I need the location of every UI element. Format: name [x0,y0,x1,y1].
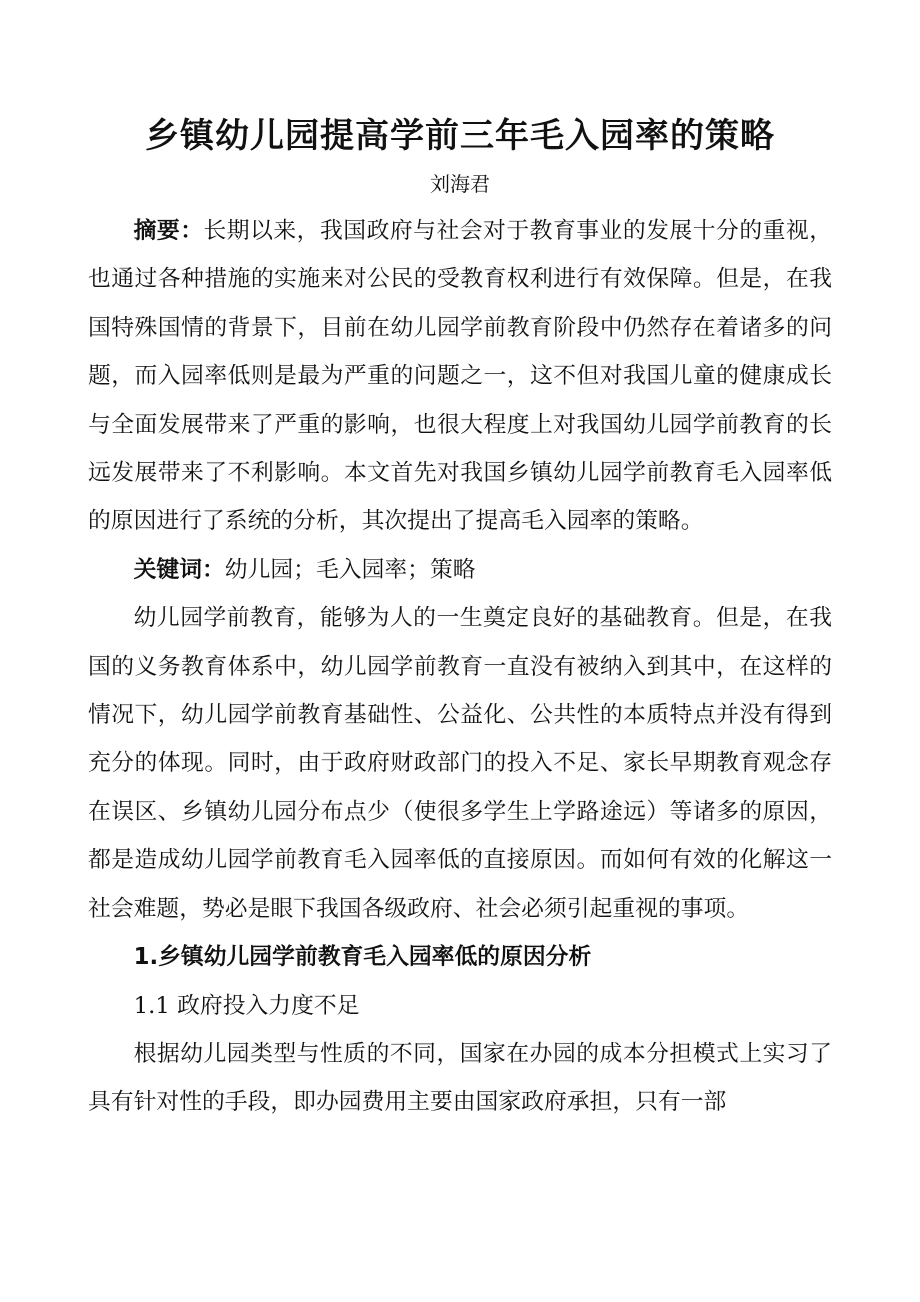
keywords-paragraph [88,546,832,594]
document-body [88,207,832,1127]
keywords-label: 关键词： [133,556,225,583]
author-name: 刘海君 [430,172,490,196]
abstract-text: 长期以来，我国政府与社会对于教育事业的发展十分的重视，也通过各种措施的实施来对公民的受教育权利进行有效保障。但是，在我国特殊国情的背景下，目前在幼儿园学前教育阶段中仍然存在着诸多的问题，而入园率低则是最为严重的问题之一，这不但对我国儿童的健康成长与全面发展带来了严重的影响，也很大程度上对我国幼儿园学前教育的长远发展带来了不利影响。本文首先对我国乡镇幼儿园学前教育毛入园率低的原因进行了系统的分析，其次提出了提高毛入园率的策略。 [88,218,832,535]
section-paragraph: 根据幼儿园类型与性质的不同，国家在办园的成本分担模式上实习了具有针对性的手段，即办园费用主要由国家政府承担，只有一部 [88,1040,832,1116]
section-heading: 1.乡镇幼儿园学前教育毛入园率低的原因分析 [133,944,592,971]
document-title: 乡镇幼儿园提高学前三年毛入园率的策略 [145,116,775,156]
intro-paragraph: 幼儿园学前教育，能够为人的一生奠定良好的基础教育。但是，在我国的义务教育体系中，幼儿园学前教育一直没有被纳入到其中，在这样的情况下，幼儿园学前教育基础性、公益化、公共性的本质特点并没有得到充分的体现。同时，由于政府财政部门的投入不足、家长早期教育观念存在误区、乡镇幼儿园分布点少（使很多学生上学路途远）等诸多的原因，都是造成幼儿园学前教育毛入园率低的直接原因。而如何有效的化解这一社会难题，势必是眼下我国各级政府、社会必须引起重视的事项。 [88,605,832,922]
subsection-heading: 1.1 政府投入力度不足 [133,992,360,1019]
keywords-text: 幼儿园；毛入园率；策略 [224,556,476,583]
abstract-label: 摘要： [133,218,204,244]
abstract-paragraph [88,207,832,546]
